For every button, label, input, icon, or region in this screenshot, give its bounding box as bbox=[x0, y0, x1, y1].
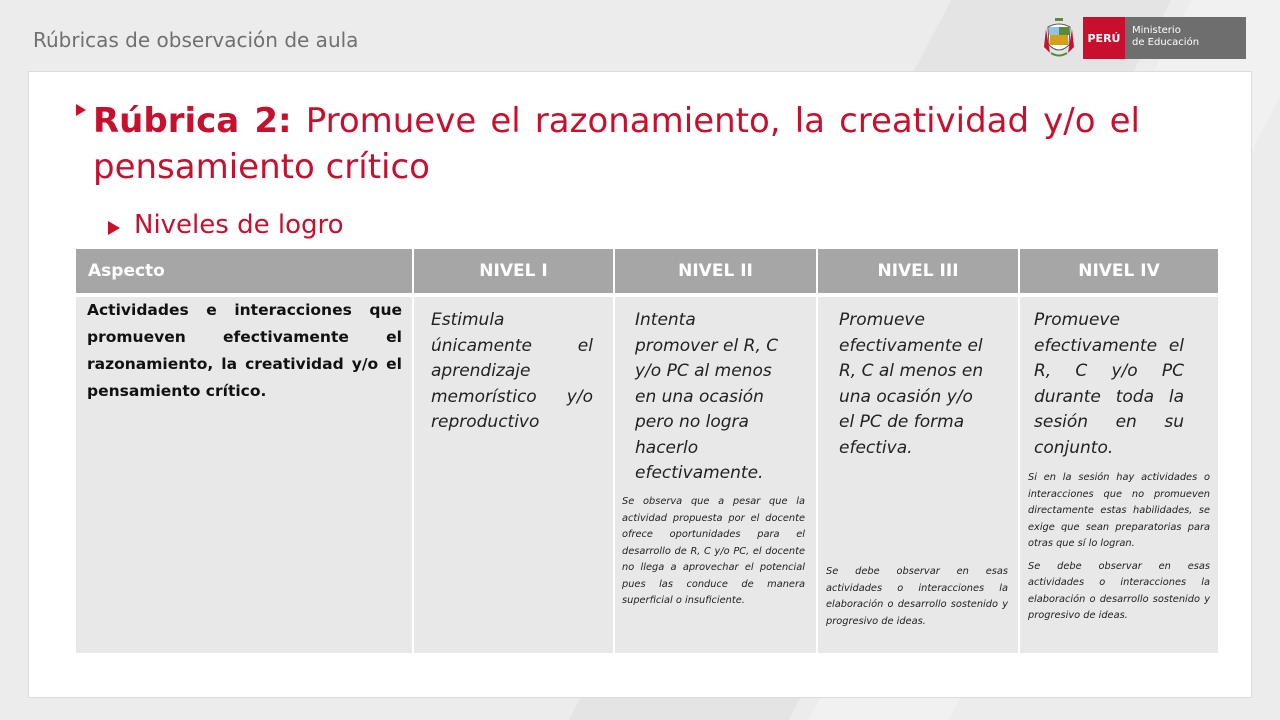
nivel-4-note bbox=[1028, 470, 1210, 631]
header-aspecto: Aspecto bbox=[76, 249, 413, 295]
nivel-3-note-paragraph: Se debe observar en esas actividades o interacciones la elaboración o desarrollo sostenido y progresivo de ideas. bbox=[826, 566, 1008, 627]
aspect-cell bbox=[76, 295, 413, 653]
rubric-table bbox=[76, 249, 1218, 653]
bullet-triangle-icon bbox=[108, 221, 120, 235]
ministry-line1: Ministerio bbox=[1132, 25, 1181, 36]
header-nivel-2: NIVEL II bbox=[614, 249, 817, 295]
rubric-heading bbox=[93, 98, 1140, 190]
rubric-heading-line1: Promueve el razonamiento, la creatividad y/o el bbox=[305, 101, 1140, 141]
nivel-2-note bbox=[622, 494, 805, 616]
levels-subheading: Niveles de logro bbox=[134, 210, 344, 240]
nivel-3-note bbox=[826, 564, 1008, 636]
nivel-2-note-paragraph: Se observa que a pesar que la actividad propuesta por el docente ofrece oportunidades para el desarrollo de R, C y/o PC, el docente no llega a aprovechar el potencial pues las conduce de manera superficial o insuficiente. bbox=[622, 496, 805, 606]
presentation-title: Rúbricas de observación de aula bbox=[33, 28, 359, 52]
rubric-heading-line2: pensamiento crítico bbox=[93, 147, 430, 187]
nivel-4-note-paragraph: Si en la sesión hay actividades o interacciones que no promueven directamente estas habilidades, se exige que sean preparatorias para otras que sí lo logran. bbox=[1028, 472, 1210, 549]
table-header-row bbox=[76, 249, 1218, 295]
rubric-label: Rúbrica 2: bbox=[93, 101, 292, 141]
peru-badge: PERÚ bbox=[1083, 17, 1125, 59]
header-nivel-4: NIVEL IV bbox=[1019, 249, 1218, 295]
nivel-2-text: Intenta promover el R, C y/o PC al menos en una ocasión pero no logra hacerlo efectivamente. bbox=[635, 310, 779, 483]
aspect-text: Actividades e interacciones que promueven efectivamente el razonamiento, la creatividad y/o el pensamiento crítico. bbox=[87, 301, 402, 400]
header-nivel-3: NIVEL III bbox=[817, 249, 1019, 295]
nivel-3-text: Promueve efectivamente el R, C al menos en una ocasión y/o el PC de forma efectiva. bbox=[839, 310, 984, 458]
table-row bbox=[76, 295, 1218, 653]
nivel-1-text: Estimula únicamente el aprendizaje memorístico y/o reproductivo bbox=[431, 310, 593, 432]
minedu-logo bbox=[1044, 17, 1246, 59]
nivel-4-cell bbox=[1019, 295, 1218, 653]
nivel-2-cell bbox=[614, 295, 817, 653]
header-nivel-1: NIVEL I bbox=[413, 249, 614, 295]
nivel-1-cell bbox=[413, 295, 614, 653]
nivel-4-text: Promueve efectivamente el R, C y/o PC durante toda la sesión en su conjunto. bbox=[1034, 310, 1184, 458]
ministry-line2: de Educación bbox=[1132, 37, 1200, 48]
coat-of-arms-icon bbox=[1044, 17, 1074, 59]
ministry-name bbox=[1125, 17, 1246, 59]
bullet-triangle-icon bbox=[76, 104, 86, 116]
nivel-4-note-paragraph: Se debe observar en esas actividades o interacciones la elaboración o desarrollo sostenido y progresivo de ideas. bbox=[1028, 560, 1210, 621]
nivel-3-cell bbox=[817, 295, 1019, 653]
